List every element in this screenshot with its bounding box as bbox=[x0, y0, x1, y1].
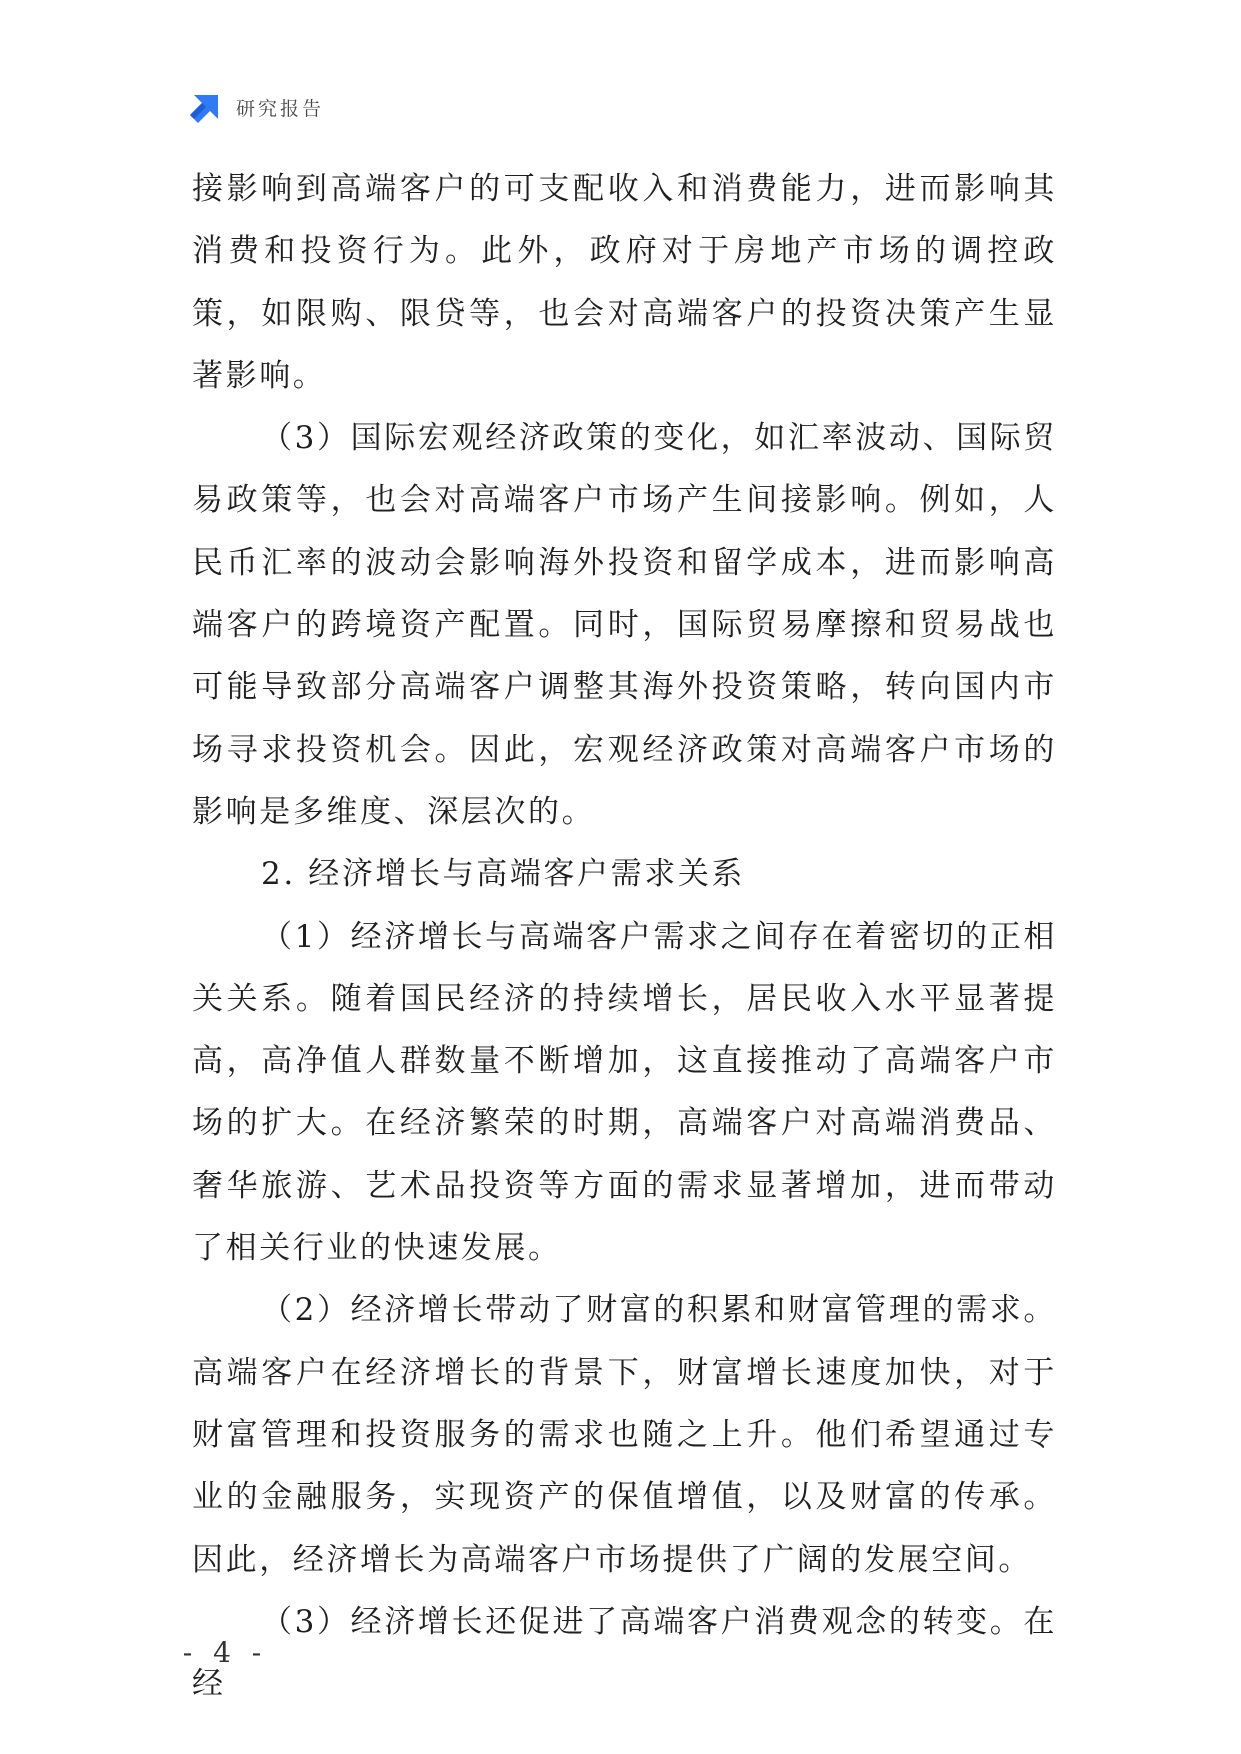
document-body bbox=[192, 158, 1057, 1715]
section-heading: 2. 经济增长与高端客户需求关系 bbox=[261, 856, 746, 893]
header-title: 研究报告 bbox=[236, 97, 325, 120]
paragraph-continued: 接影响到高端客户的可支配收入和消费能力，进而影响其消费和投资行为。此外，政府对于房地产市场的调控政策，如限购、限贷等，也会对高端客户的投资决策产生显著影响。 bbox=[192, 171, 1057, 394]
paragraph-item-2-wealth: （2）经济增长带动了财富的积累和财富管理的需求。高端客户在经济增长的背景下，财富增长速度加快，对于财富管理和投资服务的需求也随之上升。他们希望通过专业的金融服务，实现资产的保值增值，以及财富的传承。因此，经济增长为高端客户市场提供了广阔的发展空间。 bbox=[192, 1292, 1057, 1578]
paragraph-item-1-growth: （1）经济增长与高端客户需求之间存在着密切的正相关关系。随着国民经济的持续增长，居民收入水平显著提高，高净值人群数量不断增加，这直接推动了高端客户市场的扩大。在经济繁荣的时期，高端客户对高端消费品、奢华旅游、艺术品投资等方面的需求显著增加，进而带动了相关行业的快速发展。 bbox=[192, 918, 1057, 1267]
arrow-up-right-logo-icon bbox=[190, 91, 222, 123]
page-number: - 4 - bbox=[182, 1636, 268, 1669]
paragraph-item-3-policy: （3）国际宏观经济政策的变化，如汇率波动、国际贸易政策等，也会对高端客户市场产生间接影响。例如，人民币汇率的波动会影响海外投资和留学成本，进而影响高端客户的跨境资产配置。同时，国际贸易摩擦和贸易战也可能导致部分高端客户调整其海外投资策略，转向国内市场寻求投资机会。因此，宏观经济政策对高端客户市场的影响是多维度、深层次的。 bbox=[192, 420, 1057, 830]
page-header bbox=[190, 90, 324, 124]
paragraph-item-3-consumption: （3）经济增长还促进了高端客户消费观念的转变。在经 bbox=[192, 1603, 1057, 1703]
